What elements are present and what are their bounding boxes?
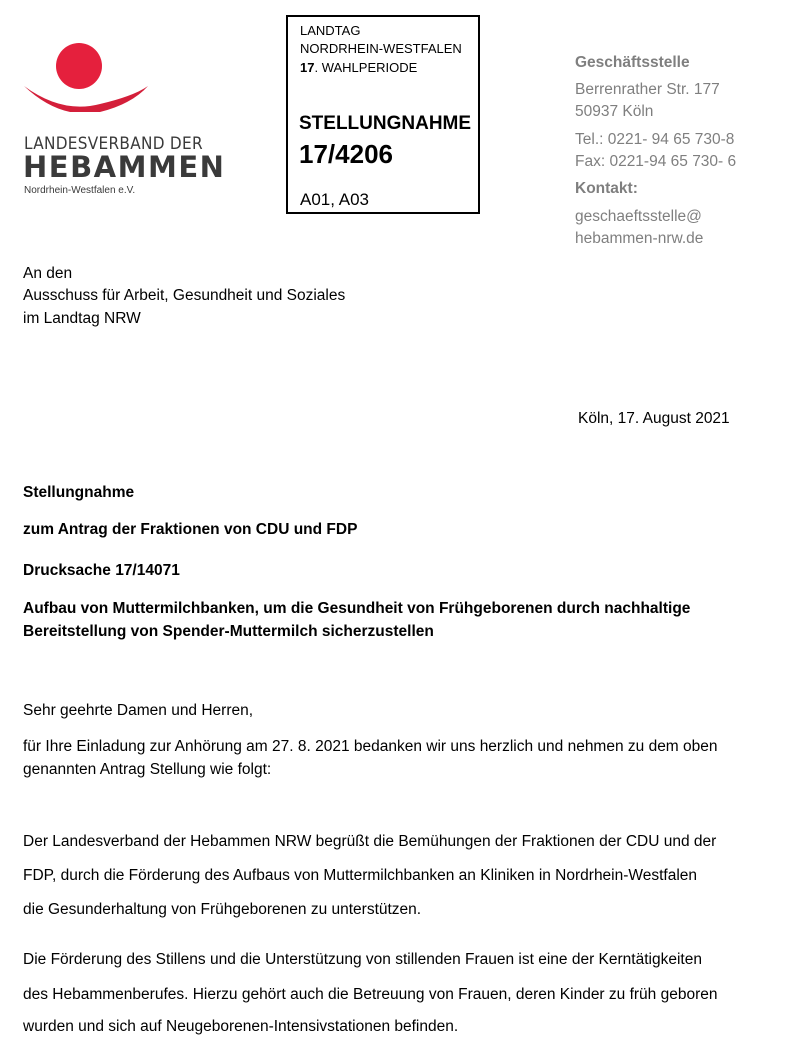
stamp-period	[300, 59, 417, 77]
stamp-period-number: 17	[300, 60, 315, 75]
contact-tel: Tel.: 0221- 94 65 730-8	[575, 131, 735, 148]
logo-text-line1: LANDESVERBAND DER	[24, 134, 203, 154]
salutation: Sehr geehrte Damen und Herren,	[23, 702, 254, 719]
subject-topic-line1: Aufbau von Muttermilchbanken, um die Gesundheit von Frühgeborenen durch nachhaltige	[23, 600, 691, 617]
stamp-period-text: . WAHLPERIODE	[314, 60, 418, 75]
letter-date: Köln, 17. August 2021	[578, 410, 730, 427]
contact-email-line1: geschaeftsstelle@	[575, 208, 702, 225]
subject-title: Stellungnahme	[23, 484, 135, 501]
logo-text-hebammen: HEBAMMEN	[23, 150, 226, 184]
paragraph3-line2: des Hebammenberufes. Hierzu gehört auch die Betreuung von Frauen, deren Kinder zu früh geboren	[23, 986, 718, 1003]
paragraph2-line1: Der Landesverband der Hebammen NRW begrüßt die Bemühungen der Fraktionen der CDU und der	[23, 833, 717, 850]
contact-label: Kontakt:	[575, 180, 638, 197]
stamp-codes: A01, A03	[300, 190, 370, 209]
subject-antrag: zum Antrag der Fraktionen von CDU und FDP	[23, 521, 358, 538]
logo-text-region: Nordrhein-Westfalen e.V.	[24, 185, 136, 196]
subject-topic-line2: Bereitstellung von Spender-Muttermilch sicherzustellen	[23, 623, 434, 640]
landtag-stamp	[286, 15, 480, 214]
recipient-line1: An den	[23, 265, 73, 282]
recipient-line2: Ausschuss für Arbeit, Gesundheit und Soziales	[23, 287, 346, 304]
contact-city: 50937 Köln	[575, 103, 654, 120]
paragraph2-line3: die Gesunderhaltung von Frühgeborenen zu unterstützen.	[23, 901, 422, 918]
stamp-landtag: LANDTAG	[300, 23, 361, 38]
recipient-line3: im Landtag NRW	[23, 310, 141, 327]
paragraph2-line2: FDP, durch die Förderung des Aufbaus von Muttermilchbanken an Kliniken in Nordrhein-Westfalen	[23, 867, 698, 884]
hebammen-logo-icon	[22, 42, 182, 112]
paragraph1-line2: genannten Antrag Stellung wie folgt:	[23, 761, 272, 778]
contact-street: Berrenrather Str. 177	[575, 81, 720, 98]
paragraph3-line3: wurden und sich auf Neugeborenen-Intensivstationen befinden.	[23, 1018, 459, 1035]
paragraph1-line1: für Ihre Einladung zur Anhörung am 27. 8. 2021 bedanken wir uns herzlich und nehmen zu dem oben	[23, 738, 718, 755]
contact-heading: Geschäftsstelle	[575, 54, 690, 71]
stamp-state: NORDRHEIN-WESTFALEN	[300, 41, 462, 56]
contact-fax: Fax: 0221-94 65 730- 6	[575, 153, 737, 170]
stamp-number: 17/4206	[299, 139, 393, 169]
stamp-title: STELLUNGNAHME	[299, 113, 472, 134]
contact-email-line2: hebammen-nrw.de	[575, 230, 704, 247]
paragraph3-line1: Die Förderung des Stillens und die Unterstützung von stillenden Frauen ist eine der Kerntätigkeiten	[23, 951, 702, 968]
subject-drucksache: Drucksache 17/14071	[23, 562, 180, 579]
